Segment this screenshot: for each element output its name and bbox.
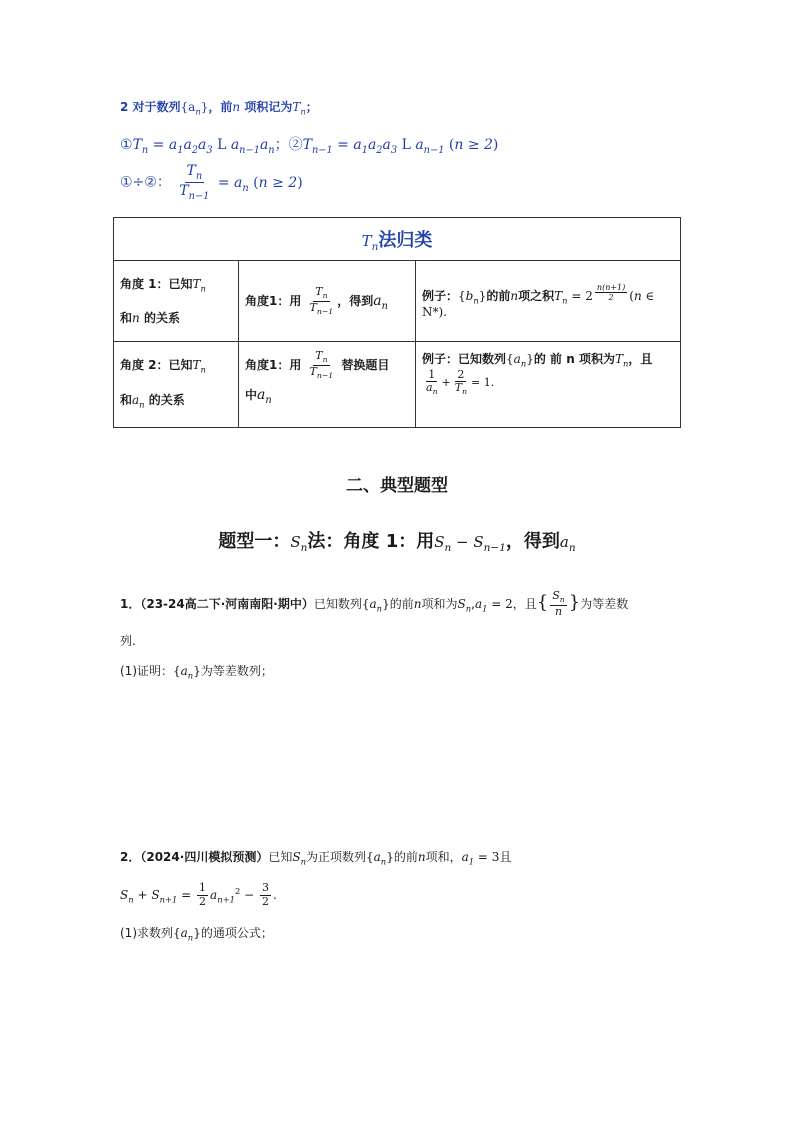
intro-division: ①÷②： $\frac{T_n}{T_{n-1}}$ = $a_n$ (n ≥ 2)	[120, 163, 303, 202]
section-title: 二、典型题型	[346, 476, 448, 496]
angle-cell: 角度 1：已知$T_n$ 和n 的关系	[114, 261, 239, 342]
intro-formulas: $①T_n = a_1a_2a_3$ L $a_{n-1}a_n$；$②T_{n-1} = a_1a_2a_3$ L $a_{n-1}$ (n ≥ 2)	[120, 137, 499, 156]
type-title: 题型一：$S_n$法：角度 1：用$S_n - S_{n-1}$，得到$a_n$	[218, 531, 576, 554]
intro-text: 对于数列	[132, 100, 181, 114]
var-Tn: $T_n$	[292, 100, 306, 117]
angle-cell: 角度 2：已知$T_n$ 和$a_n$ 的关系	[114, 342, 239, 428]
problem-1: 1．（23-24高二下·河南南阳·期中）已知数列$\{a_n\}$的前n项和为$S_n,a_1 = 2$，且{ $\frac{S_n}{n}$ }为等差数	[120, 589, 629, 619]
intro-text: 项积记为	[240, 100, 293, 114]
seq-a: $\{a_n\}$	[180, 100, 209, 117]
var-n: n	[232, 100, 241, 114]
method-cell: 角度1：用 $\frac{T_n}{T_{n-1}}$ ，得到$a_n$	[239, 261, 416, 342]
tn-method-table	[113, 217, 681, 428]
fraction-Tn-over-Tn-1: $\frac{T_n}{T_{n-1}}$	[179, 163, 210, 202]
intro-number: 2	[120, 100, 133, 114]
table-row	[114, 261, 681, 342]
table-row	[114, 342, 681, 428]
intro-text: ，前	[208, 100, 233, 114]
method-cell: 角度1：用 $\frac{T_n}{T_{n-1}}$ 替换题目 中$a_n$	[239, 342, 416, 428]
problem-1-continued: 列.	[120, 634, 136, 648]
problem-1-question-1: (1)证明：$\{a_n\}$为等差数列；	[120, 664, 273, 681]
problem-2: 2．（2024·四川模拟预测）已知$S_n$为正项数列$\{a_n\}$的前n项和，$a_1 = 3$且	[120, 850, 512, 867]
example-cell: 例子：已知数列$\{a_n\}$的 前 n 项积为$T_n$，且 $\frac{1}{a_n}$ + $\frac{2}{T_n}$ = 1.	[416, 342, 681, 428]
problem-2-question-1: (1)求数列$\{a_n\}$的通项公式；	[120, 926, 273, 943]
problem-2-equation: $S_n + S_{n+1}$ = $\frac{1}{2}$ $a_{n+1}^2$ − $\frac{3}{2}$ .	[120, 881, 277, 908]
example-cell: 例子：$\{b_n\}$的前n项之积$T_n = 2$ $^{\frac{n(n+1)}{2}}$ (n ∈ N*).	[416, 261, 681, 342]
intro-statement: 2 对于数列$\{a_n\}$，前n 项积记为$T_n$；	[120, 100, 318, 117]
table-title: $T_n$法归类	[114, 218, 681, 261]
